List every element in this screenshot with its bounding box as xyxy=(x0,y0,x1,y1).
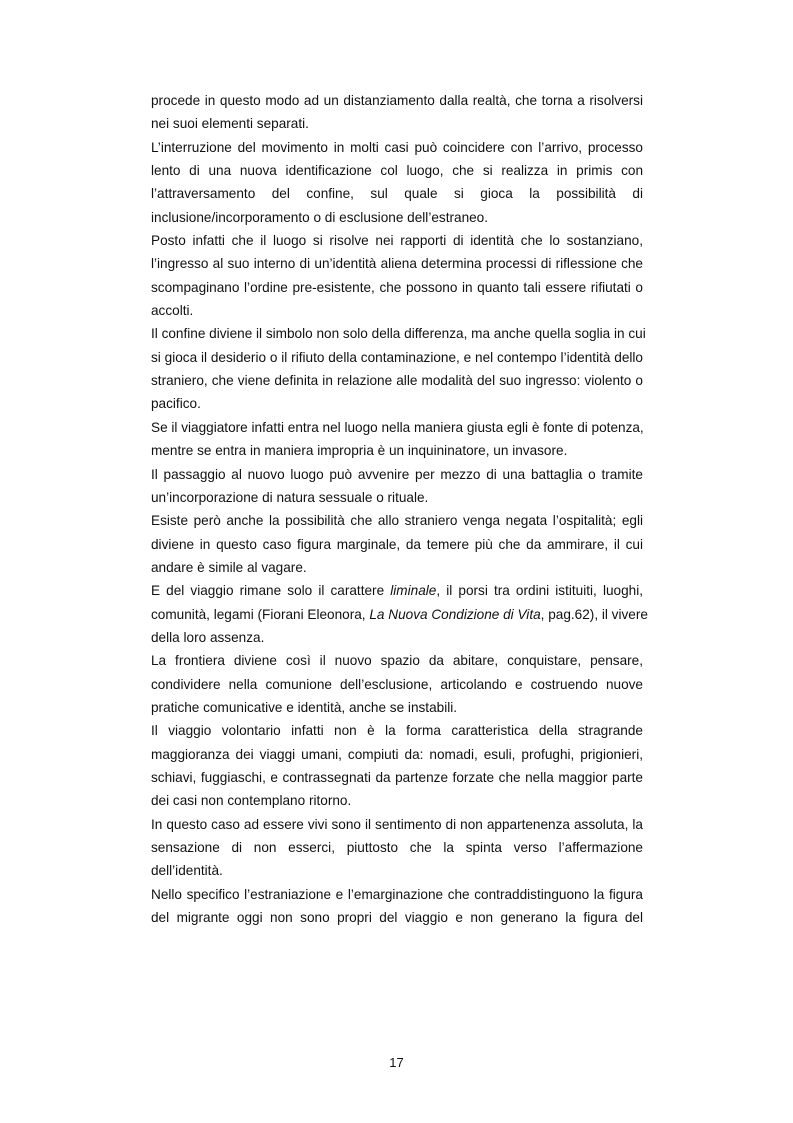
text-line: Il passaggio al nuovo luogo può avvenire per mezzo di una battaglia o tramite xyxy=(151,466,643,482)
text-line: procede in questo modo ad un distanziamento dalla realtà, che torna a risolversi xyxy=(151,93,643,108)
text-run: , il porsi tra ordini istituiti, luoghi, xyxy=(436,583,644,599)
text-line: si gioca il desiderio o il rifiuto della contaminazione, e nel contempo l’identità dello xyxy=(151,349,643,365)
text-line: scompaginano l’ordine pre-esistente, che possono in quanto tali essere rifiutati o xyxy=(151,279,643,295)
text-line: straniero, che viene definita in relazione alle modalità del suo ingresso: violento o xyxy=(151,373,643,389)
text-line: del migrante oggi non sono propri del viaggio e non generano la figura del xyxy=(151,910,643,926)
text-line: Se il viaggiatore infatti entra nel luogo nella maniera giusta egli è fonte di potenza, xyxy=(151,419,644,435)
text-run: comunità, legami (Fiorani Eleonora, xyxy=(151,606,370,622)
italic-term: liminale xyxy=(390,583,437,599)
text-line: della loro assenza. xyxy=(151,629,265,645)
page-body xyxy=(151,89,648,929)
text-line xyxy=(151,579,643,602)
text-line: inclusione/incorporamento o di esclusione dell’estraneo. xyxy=(151,209,489,225)
text-line: Esiste però anche la possibilità che allo straniero venga negata l’ospitalità; egli xyxy=(151,513,643,529)
text-line: accolti. xyxy=(151,303,194,319)
text-line: pratiche comunicative e identità, anche se instabili. xyxy=(151,699,458,715)
text-line xyxy=(151,603,648,626)
text-line: diviene in questo caso figura marginale, da temere più che da ammirare, il cui xyxy=(151,536,643,552)
text-line: maggioranza dei viaggi umani, compiuti da: nomadi, esuli, profughi, prigionieri, xyxy=(151,746,643,762)
text-line: condividere nella comunione dell’esclusione, articolando e costruendo nuove xyxy=(151,676,643,692)
text-line: Il viaggio volontario infatti non è la forma caratteristica della stragrande xyxy=(151,723,643,739)
text-line: mentre se entra in maniera impropria è un inquininatore, un invasore. xyxy=(151,443,568,459)
text-line: Posto infatti che il luogo si risolve nei rapporti di identità che lo sostanziano, xyxy=(151,233,643,249)
text-run: , pag.62), il vivere xyxy=(540,606,648,622)
text-line: La frontiera diviene così il nuovo spazio da abitare, conquistare, pensare, xyxy=(151,653,643,669)
text-line: nei suoi elementi separati. xyxy=(151,116,309,132)
page-number: 17 xyxy=(389,1055,404,1070)
text-line: schiavi, fuggiaschi, e contrassegnati da partenze forzate che nella maggior parte xyxy=(151,769,643,785)
text-line: l’attraversamento del confine, sul quale si gioca la possibilità di xyxy=(151,186,643,202)
text-run: E del viaggio rimane solo il carattere xyxy=(151,583,391,599)
text-line: Il confine diviene il simbolo non solo della differenza, ma anche quella soglia in cui xyxy=(151,326,646,342)
text-line: l’ingresso al suo interno di un’identità aliena determina processi di riflessione che xyxy=(151,256,643,272)
text-line: pacifico. xyxy=(151,396,201,412)
text-line: dei casi non contemplano ritorno. xyxy=(151,793,352,809)
text-line: dell’identità. xyxy=(151,863,223,879)
text-line: lento di una nuova identificazione col luogo, che si realizza in primis con xyxy=(151,163,643,179)
text-line: In questo caso ad essere vivi sono il sentimento di non appartenenza assoluta, la xyxy=(151,816,643,832)
text-line: Nello specifico l’estraniazione e l’emarginazione che contraddistinguono la figura xyxy=(151,886,643,902)
text-line: sensazione di non esserci, piuttosto che la spinta verso l’affermazione xyxy=(151,840,643,855)
text-line: un’incorporazione di natura sessuale o rituale. xyxy=(151,489,429,505)
book-title: La Nuova Condizione di Vita xyxy=(369,606,541,622)
text-line: L’interruzione del movimento in molti casi può coincidere con l’arrivo, processo xyxy=(151,139,643,155)
text-line: andare è simile al vagare. xyxy=(151,559,307,575)
